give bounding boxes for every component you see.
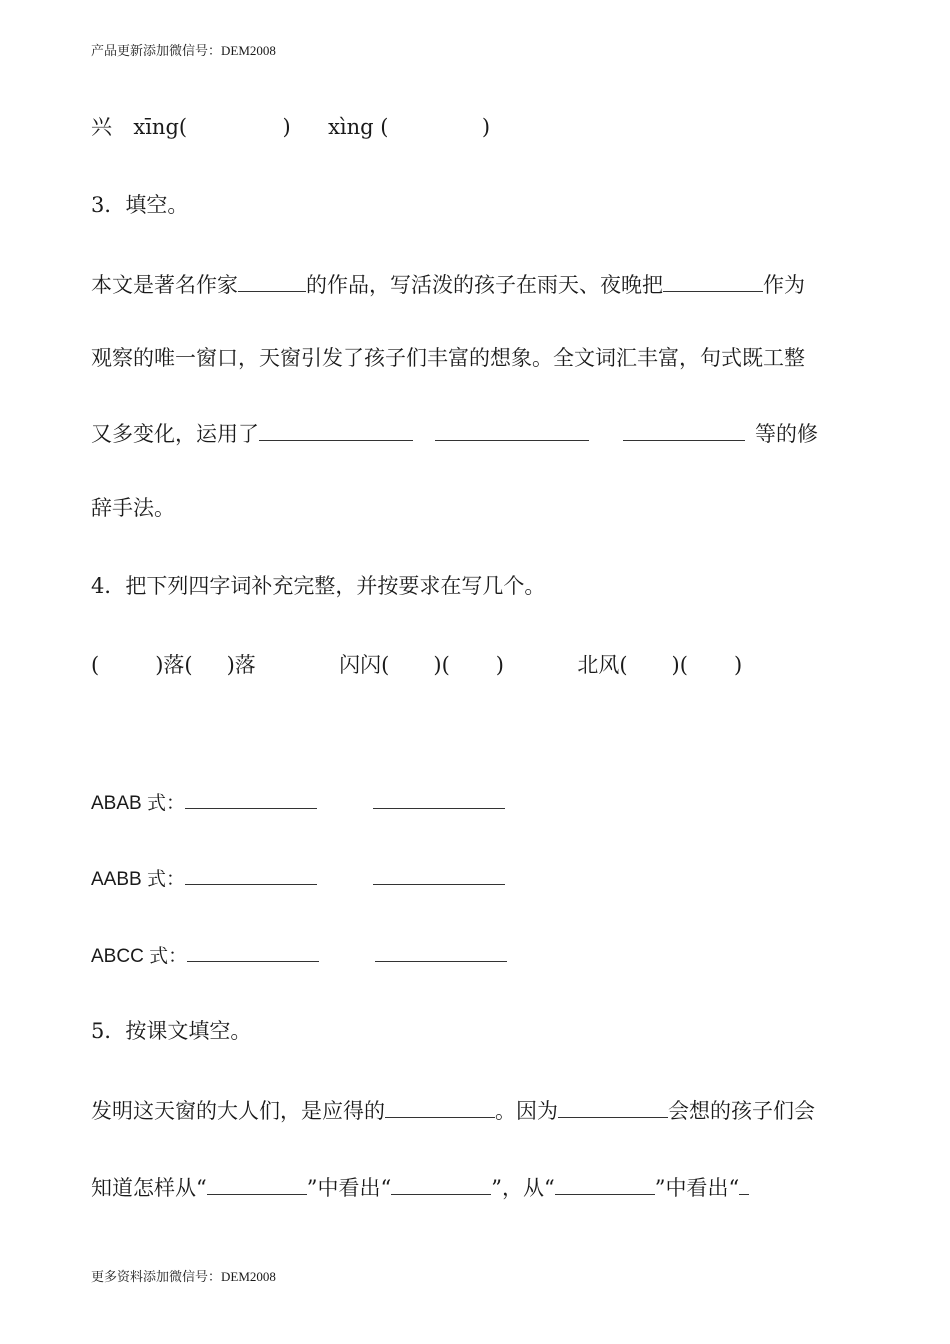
q4-words-row (91, 651, 742, 679)
word1-open: ( (91, 653, 100, 677)
char-xing: 兴 (91, 115, 112, 139)
word3-b: )( (671, 653, 688, 677)
abab-blank-2[interactable] (373, 786, 505, 809)
word3-c: ) (733, 653, 743, 677)
q3-para-line-3 (91, 418, 818, 448)
blank-see-2[interactable] (739, 1172, 749, 1195)
blank-object[interactable] (663, 269, 763, 292)
blank-from-2[interactable] (555, 1172, 655, 1195)
text: 又多变化，运用了 (91, 422, 259, 446)
q5-para-line-1 (91, 1095, 815, 1125)
page-header: 产品更新添加微信号：DEM2008 (91, 43, 276, 58)
blank-because[interactable] (558, 1095, 668, 1118)
aabb-blank-2[interactable] (373, 862, 505, 885)
q4-title: 4．把下列四字词补充完整，并按要求在写几个。 (91, 574, 546, 598)
text: ”中看出“ (654, 1176, 740, 1200)
text: 发明这天窗的大人们，是应得的 (91, 1099, 385, 1123)
abcc-row (91, 939, 507, 971)
blank-deserve[interactable] (385, 1095, 495, 1118)
q3-para-line-4: 辞手法。 (91, 496, 175, 520)
abab-row (91, 786, 505, 818)
aabb-blank-1[interactable] (185, 862, 317, 885)
q5-title: 5．按课文填空。 (91, 1019, 252, 1043)
word1-end: )落 (226, 653, 256, 677)
word2-a: 闪闪( (339, 653, 390, 677)
text: 本文是著名作家 (91, 273, 238, 297)
page-footer: 更多资料添加微信号：DEM2008 (91, 1269, 276, 1284)
blank-author[interactable] (238, 269, 306, 292)
q3-para-line-1 (91, 269, 805, 299)
text: 。因为 (495, 1099, 558, 1123)
paren-close-2: ) (481, 115, 491, 139)
q5-para-line-2 (91, 1172, 749, 1202)
blank-rhetoric-2[interactable] (435, 418, 589, 441)
blank-rhetoric-1[interactable] (259, 418, 413, 441)
text: 作为 (763, 273, 805, 297)
word2-c: ) (495, 653, 504, 677)
pinyin-xing2: xìng ( (328, 115, 389, 139)
text: 的作品，写活泼的孩子在雨天、夜晚把 (306, 273, 663, 297)
aabb-label: AABB 式： (91, 869, 185, 890)
q3-title: 3．填空。 (91, 193, 189, 217)
word1-mid: )落( (155, 653, 193, 677)
abab-blank-1[interactable] (185, 786, 317, 809)
word3-a: 北风( (577, 653, 628, 677)
text: 知道怎样从“ (91, 1176, 207, 1200)
pinyin-row (91, 113, 490, 141)
q3-para-line-2: 观察的唯一窗口，天窗引发了孩子们丰富的想象。全文词汇丰富，句式既工整 (91, 346, 805, 370)
blank-from-1[interactable] (207, 1172, 307, 1195)
abab-label: ABAB 式： (91, 793, 185, 814)
abcc-label: ABCC 式： (91, 946, 188, 967)
abcc-blank-2[interactable] (375, 939, 507, 962)
blank-rhetoric-3[interactable] (623, 418, 745, 441)
text: 等的修 (755, 422, 818, 446)
blank-see-1[interactable] (391, 1172, 491, 1195)
text: 会想的孩子们会 (668, 1099, 815, 1123)
paren-close-1: ) (282, 115, 291, 139)
aabb-row (91, 862, 505, 894)
word2-b: )( (433, 653, 450, 677)
text: ”中看出“ (306, 1176, 392, 1200)
abcc-blank-1[interactable] (187, 939, 319, 962)
pinyin-xing1: xīng( (133, 115, 188, 139)
text: ”，从“ (491, 1176, 555, 1200)
